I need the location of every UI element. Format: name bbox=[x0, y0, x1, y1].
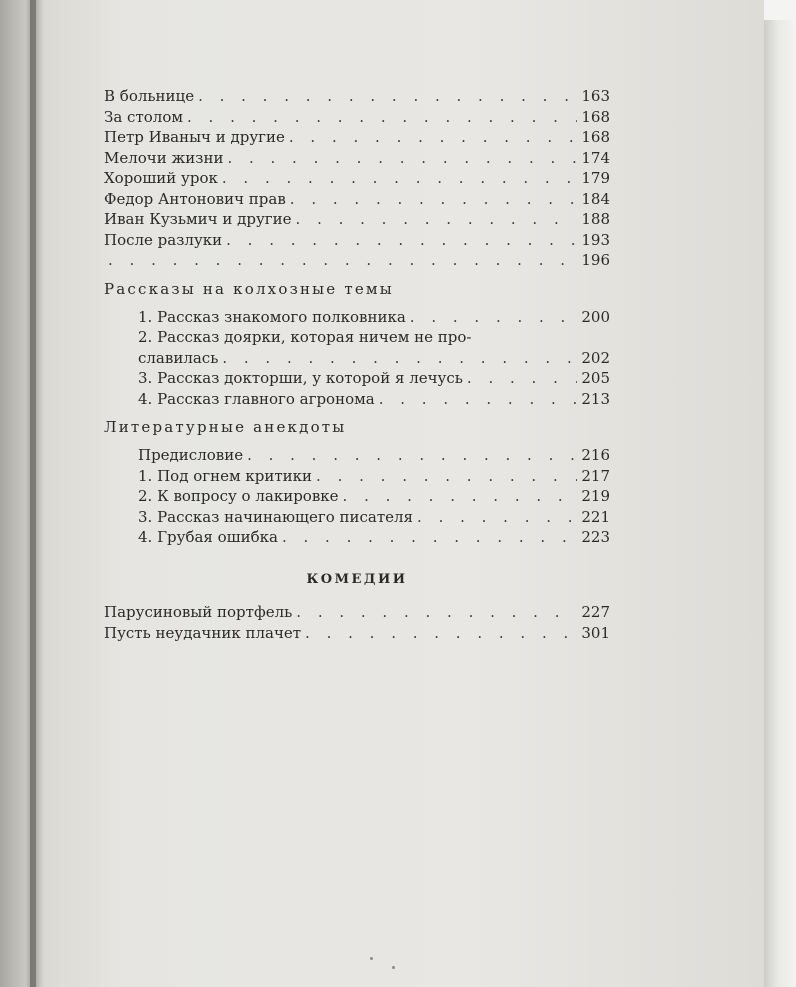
leader-dots bbox=[289, 127, 577, 148]
toc-entry-page: 217 bbox=[581, 466, 610, 485]
toc-group-anecdotes bbox=[104, 445, 610, 548]
toc-entry bbox=[104, 209, 610, 230]
leader-dots bbox=[417, 507, 577, 528]
leader-dots bbox=[410, 307, 578, 328]
section-heading: Рассказы на колхозные темы bbox=[104, 279, 394, 298]
toc-entry bbox=[104, 148, 610, 169]
toc-entry bbox=[138, 527, 610, 548]
table-of-contents bbox=[104, 86, 610, 643]
toc-entry-page: 168 bbox=[581, 128, 610, 146]
toc-entry bbox=[104, 107, 610, 128]
leader-dots bbox=[290, 189, 578, 210]
toc-group-stories bbox=[104, 86, 610, 271]
toc-entry-title: 4. Рассказ главного агронома bbox=[138, 389, 375, 408]
toc-entry-page: 301 bbox=[581, 623, 610, 642]
page-gutter-shadow bbox=[30, 0, 44, 987]
toc-entry bbox=[138, 307, 610, 328]
toc-entry bbox=[104, 623, 610, 644]
leader-dots bbox=[379, 389, 578, 410]
leader-dots bbox=[247, 445, 577, 466]
toc-entry-title: Петр Иваныч и другие bbox=[104, 128, 285, 146]
toc-entry bbox=[138, 445, 610, 466]
toc-entry-title: 3. Рассказ докторши, у которой я лечусь bbox=[138, 369, 463, 387]
section-heading: Литературные анекдоты bbox=[104, 418, 347, 436]
toc-entry-title: Предисловие bbox=[138, 446, 244, 464]
toc-entry bbox=[138, 389, 610, 410]
toc-entry-page: 200 bbox=[581, 307, 610, 326]
toc-entry bbox=[138, 507, 610, 528]
toc-group-kolkhoz bbox=[104, 307, 610, 410]
leader-dots bbox=[316, 466, 577, 487]
toc-entry bbox=[138, 466, 610, 487]
toc-entry-page: 202 bbox=[581, 348, 610, 367]
paper-speck bbox=[370, 957, 373, 960]
toc-entry-page: 223 bbox=[581, 528, 610, 546]
toc-entry-page: 219 bbox=[581, 487, 610, 505]
toc-group-comedies bbox=[104, 602, 610, 643]
leader-dots bbox=[305, 623, 577, 644]
section-heading-comedies: КОМЕДИИ bbox=[306, 571, 408, 587]
toc-entry-page: 221 bbox=[581, 507, 610, 526]
leader-dots bbox=[343, 486, 578, 507]
toc-entry-page: 179 bbox=[581, 169, 610, 187]
toc-entry-title: Пусть неудачник плачет bbox=[104, 623, 302, 642]
toc-entry-page: 174 bbox=[581, 148, 610, 167]
toc-entry-page: 184 bbox=[581, 189, 610, 208]
toc-entry bbox=[104, 230, 610, 251]
toc-entry-title: В больнице bbox=[104, 87, 195, 105]
toc-entry-title: 4. Грубая ошибка bbox=[138, 528, 278, 546]
toc-entry-title-line2: славилась bbox=[138, 348, 219, 367]
toc-entry bbox=[138, 348, 610, 369]
paper-speck bbox=[392, 966, 395, 969]
leader-dots bbox=[296, 602, 577, 623]
toc-entry bbox=[104, 86, 610, 107]
leader-dots bbox=[226, 230, 577, 251]
toc-entry-page: 213 bbox=[581, 389, 610, 408]
toc-entry-title: 1. Под огнем критики bbox=[138, 466, 313, 485]
toc-entry-title: 3. Рассказ начинающего писателя bbox=[138, 507, 414, 526]
toc-entry bbox=[138, 368, 610, 389]
toc-entry bbox=[104, 189, 610, 210]
toc-entry-page: 196 bbox=[581, 251, 610, 269]
toc-entry-title: Хороший урок bbox=[104, 169, 218, 187]
toc-entry-page: 227 bbox=[581, 603, 610, 621]
toc-entry-title: Мелочи жизни bbox=[104, 148, 224, 167]
toc-entry bbox=[104, 602, 610, 623]
toc-entry-title-line1: 2. Рассказ доярки, которая ничем не про- bbox=[138, 328, 472, 346]
leader-dots bbox=[296, 209, 578, 230]
background-corner bbox=[764, 0, 796, 20]
toc-entry-page: 163 bbox=[581, 87, 610, 105]
toc-entry bbox=[138, 486, 610, 507]
toc-entry-title: После разлуки bbox=[104, 230, 223, 249]
leader-dots bbox=[198, 86, 577, 107]
toc-entry-title: 1. Рассказ знакомого полковника bbox=[138, 307, 406, 326]
leader-dots bbox=[222, 168, 577, 189]
toc-entry bbox=[104, 250, 610, 271]
toc-entry-page: 216 bbox=[581, 446, 610, 464]
leader-dots bbox=[187, 107, 577, 128]
toc-entry-title: Парусиновый портфель bbox=[104, 603, 293, 621]
toc-entry bbox=[104, 168, 610, 189]
leader-dots bbox=[467, 368, 577, 389]
right-page-edge bbox=[764, 20, 796, 987]
toc-entry-title: Иван Кузьмич и другие bbox=[104, 210, 292, 228]
leader-dots bbox=[108, 250, 577, 271]
toc-entry-title: 2. К вопросу о лакировке bbox=[138, 487, 339, 505]
toc-entry-page: 205 bbox=[581, 369, 610, 387]
toc-entry-page: 193 bbox=[581, 230, 610, 249]
leader-dots bbox=[282, 527, 577, 548]
toc-entry-title: Федор Антонович прав bbox=[104, 189, 286, 208]
leader-dots bbox=[222, 348, 577, 369]
toc-entry-page: 188 bbox=[581, 210, 610, 228]
leader-dots bbox=[227, 148, 577, 169]
toc-entry-page: 168 bbox=[581, 107, 610, 126]
toc-entry-title: За столом bbox=[104, 107, 184, 126]
toc-entry bbox=[104, 127, 610, 148]
